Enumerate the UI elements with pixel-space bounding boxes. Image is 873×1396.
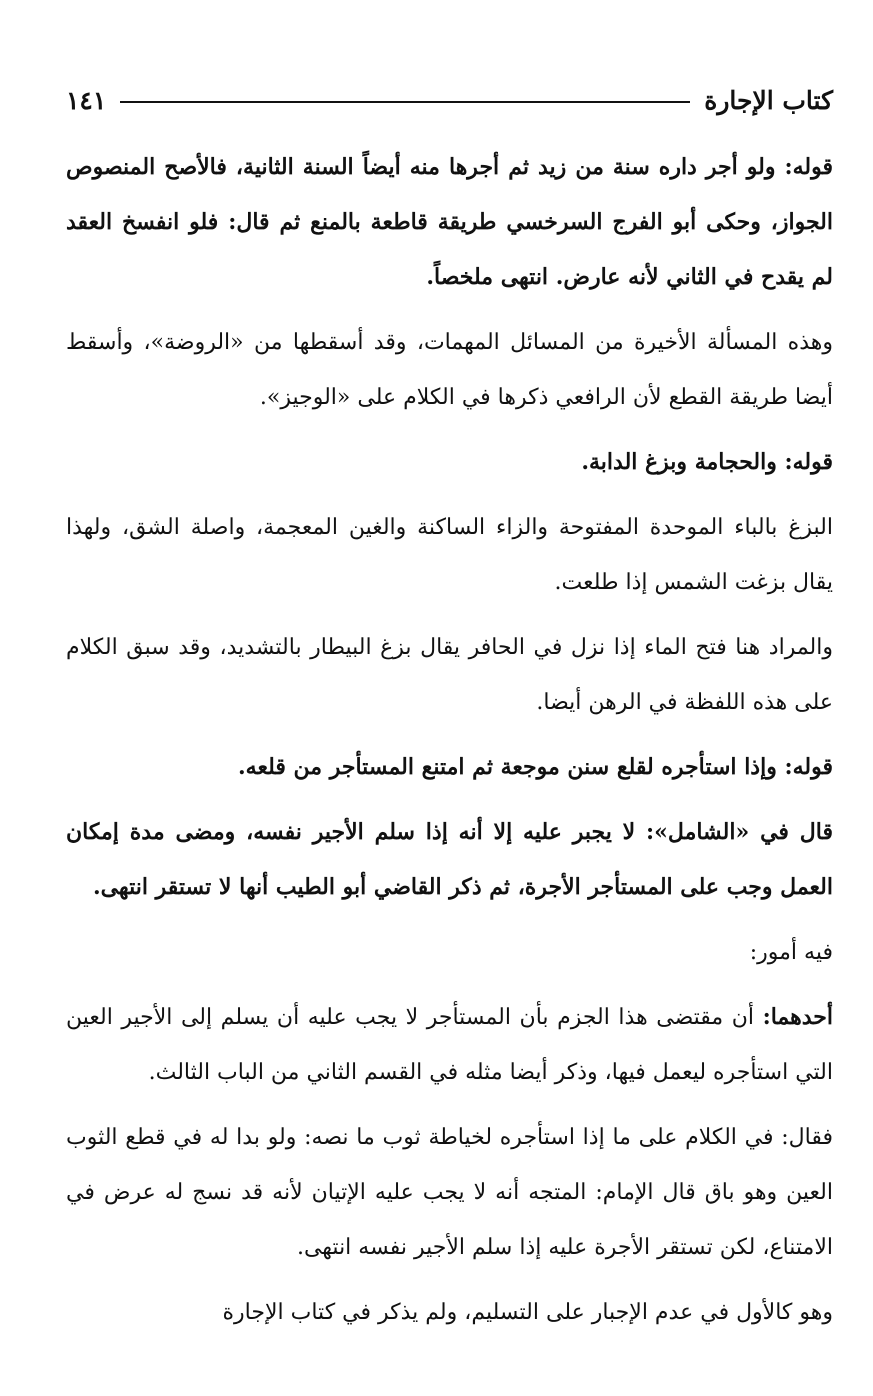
paragraph: فيه أمور:	[749, 940, 833, 965]
paragraph-quote: قوله: ولو أجر داره سنة من زيد ثم أجرها منه أيضاً السنة الثانية، فالأصح المنصوص الجواز، وحكى أبو الفرج السرخسي طريقة قاطعة بالمنع ثم قال: فلو انفسخ العقد لم يقدح في الثاني لأنه عارض. انتهى ملخصاً.	[66, 154, 833, 290]
paragraph-lead: أحدهما:	[762, 1004, 833, 1030]
paragraph: والمراد هنا فتح الماء إذا نزل في الحافر يقال بزغ البيطار بالتشديد، وقد سبق الكلام على هذه اللفظة في الرهن أيضا.	[66, 635, 833, 715]
paragraph-quote: قوله: والحجامة وبزغ الدابة.	[581, 449, 833, 475]
page-number: ١٤١	[66, 85, 107, 115]
chapter-title: كتاب الإجارة	[704, 85, 833, 115]
running-header	[66, 82, 833, 118]
paragraph-quote: قوله: وإذا استأجره لقلع سنن موجعة ثم امتنع المستأجر من قلعه.	[238, 754, 833, 780]
page-body	[66, 140, 833, 1350]
header-rule	[120, 101, 690, 103]
paragraph-quote: قال في «الشامل»: لا يجبر عليه إلا أنه إذا سلم الأجير نفسه، ومضى مدة إمكان العمل وجب على المستأجر الأجرة، ثم ذكر القاضي أبو الطيب أنها لا تستقر انتهى.	[66, 819, 833, 900]
paragraph: وهذه المسألة الأخيرة من المسائل المهمات، وقد أسقطها من «الروضة»، وأسقط أيضا طريقة القطع لأن الرافعي ذكرها في الكلام على «الوجيز».	[66, 330, 833, 410]
paragraph: فقال: في الكلام على ما إذا استأجره لخياطة ثوب ما نصه: ولو بدا له في قطع الثوب العين وهو باق قال الإمام: المتجه أنه لا يجب عليه الإتيان لأنه قد نسج له عرض في الامتناع، لكن تستقر الأجرة عليه إذا سلم الأجير نفسه انتهى.	[66, 1125, 833, 1260]
paragraph: البزغ بالباء الموحدة المفتوحة والزاء الساكنة والغين المعجمة، واصلة الشق، ولهذا يقال بزغت الشمس إذا طلعت.	[66, 515, 833, 595]
paragraph-text: أن مقتضى هذا الجزم بأن المستأجر لا يجب عليه أن يسلم إلى الأجير العين التي استأجره ليعمل فيها، وذكر أيضا مثله في القسم الثاني من الباب الثالث.	[66, 1005, 833, 1085]
paragraph	[66, 990, 833, 1100]
paragraph: وهو كالأول في عدم الإجبار على التسليم، ولم يذكر في كتاب الإجارة	[222, 1300, 833, 1325]
